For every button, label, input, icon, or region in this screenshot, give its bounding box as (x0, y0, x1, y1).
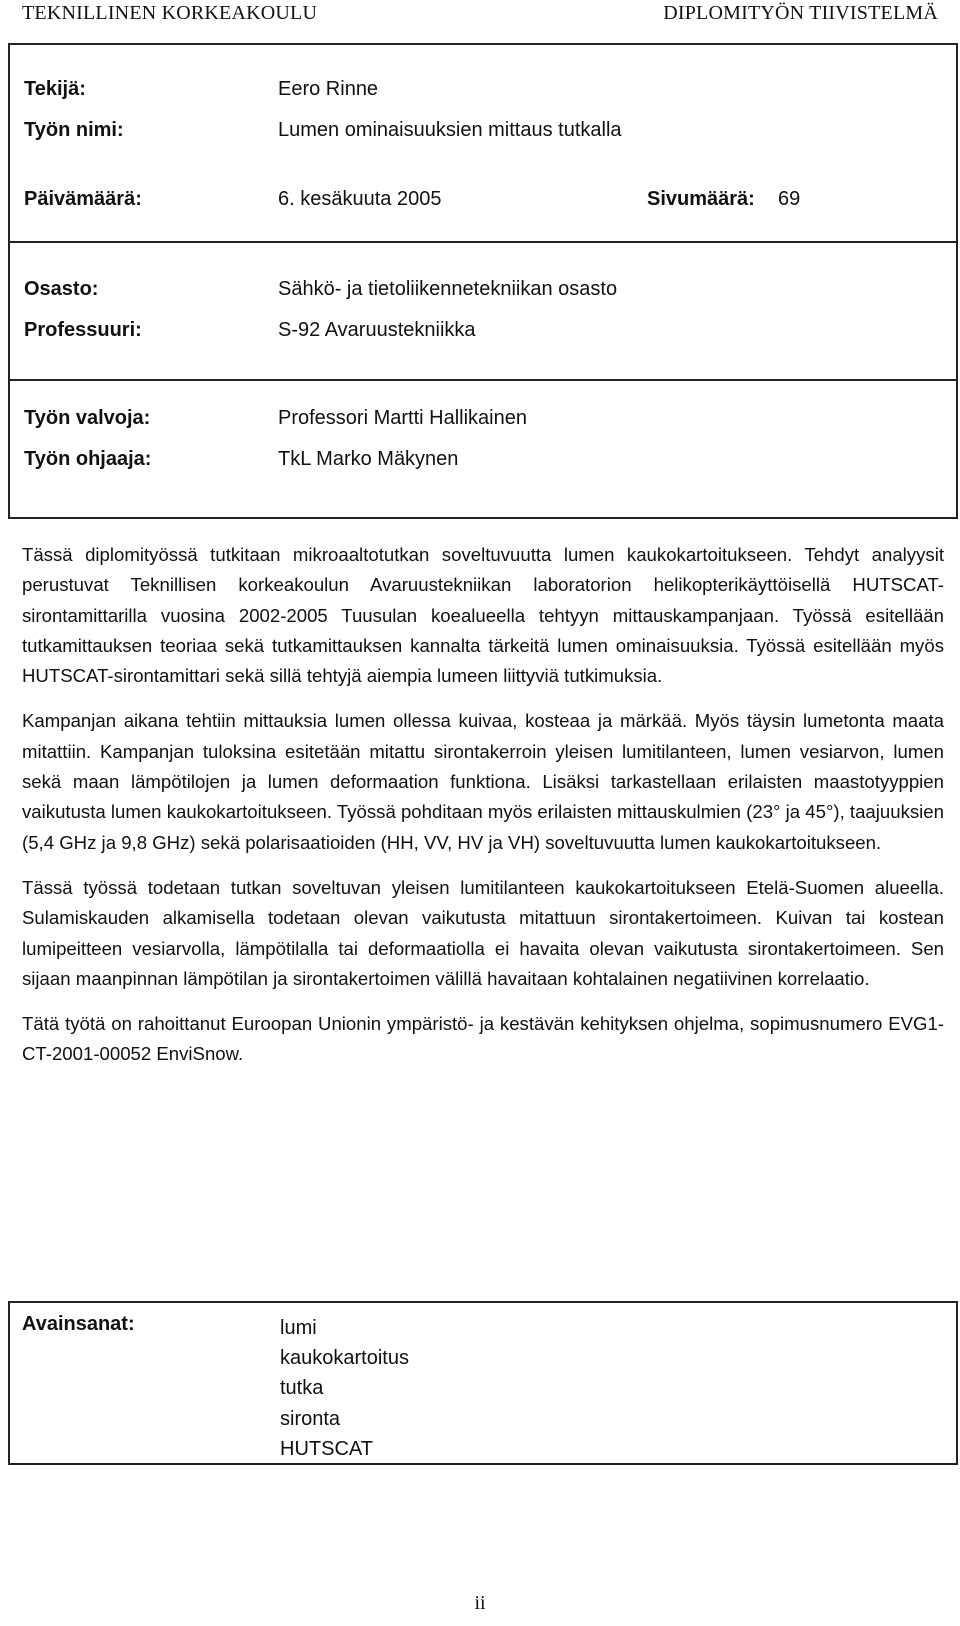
info-box-author (8, 43, 958, 241)
supervisor-value: Professori Martti Hallikainen (278, 407, 527, 429)
keywords-box (8, 1301, 958, 1465)
keywords-list (280, 1313, 409, 1464)
date-value: 6. kesäkuuta 2005 (278, 188, 442, 210)
abstract-paragraph-1: Tässä diplomityössä tutkitaan mikroaaltotutkan soveltuvuutta lumen kaukokartoitukseen. Tehdyt analyysit perustuvat Teknillisen korkeakoulun Avaruustekniikan laboratorion helikopterikäyttöisellä HUTSCAT-sirontamittarilla vuosina 2002-2005 Tuusulan koealueella tehtyyn mittauskampanjaan. Työssä esitellään tutkamittauksen teoriaa sekä tutkamittauksen kannalta tärkeitä lumen ominaisuuksia. Työssä esitellään myös HUTSCAT-sirontamittari sekä sillä tehtyjä aiempia lumeen liittyviä tutkimuksia. (22, 544, 944, 687)
document-type: DIPLOMITYÖN TIIVISTELMÄ (663, 2, 938, 24)
keyword-item: kaukokartoitus (280, 1347, 409, 1370)
abstract-paragraph-3: Tässä työssä todetaan tutkan soveltuvan yleisen lumitilanteen kaukokartoitukseen Etelä-Suomen alueella. Sulamiskauden alkamisella todetaan olevan vaikutusta mitattuun sirontakertoimeen. Kuivan tai kostean lumipeitteen vesiarvolla, lämpötilalla tai deformaatiolla ei havaita olevan vaikutusta sirontakertoimeen. Sen sijaan maanpinnan lämpötilan ja sirontakertoimen välillä havaitaan kohtalainen negatiivinen korrelaatio. (22, 876, 944, 989)
page-header (22, 2, 938, 28)
abstract-paragraph-2: Kampanjan aikana tehtiin mittauksia lumen ollessa kuivaa, kosteaa ja märkää. Myös täysin lumetonta maata mitattiin. Kampanjan tuloksina esitetään mitattu sirontakerroin yleisen lumitilanteen, lumen vesiarvon, lumen sekä maan lämpötilojen ja lumen deformaation funktiona. Lisäksi tarkastellaan erilaisten maastotyyppien vaikutusta lumen kaukokartoitukseen. Työssä pohditaan myös erilaisten mittauskulmien (23° ja 45°), taajuuksien (5,4 GHz ja 9,8 GHz) sekä polarisaatioiden (HH, VV, HV ja VH) soveltuvuutta lumen kaukokartoitukseen. (22, 710, 944, 853)
author-value: Eero Rinne (278, 78, 379, 100)
title-label: Työn nimi: (24, 119, 124, 141)
keyword-item: lumi (280, 1317, 317, 1339)
title-value: Lumen ominaisuuksien mittaus tutkalla (278, 119, 622, 141)
department-value: Sähkö- ja tietoliikennetekniikan osasto (278, 278, 618, 300)
university-name: TEKNILLINEN KORKEAKOULU (22, 2, 318, 24)
info-box-department (8, 241, 958, 379)
department-label: Osasto: (24, 278, 99, 300)
supervisor-label: Työn valvoja: (24, 407, 151, 429)
keyword-item: HUTSCAT (280, 1437, 373, 1460)
abstract-text (22, 540, 944, 1085)
info-box-supervision (8, 379, 958, 519)
date-label: Päivämäärä: (24, 188, 142, 210)
author-label: Tekijä: (24, 78, 86, 100)
keywords-label: Avainsanat: (22, 1313, 135, 1335)
page-number: ii (474, 1592, 486, 1614)
instructor-value: TkL Marko Mäkynen (278, 448, 459, 470)
pages-label: Sivumäärä: (647, 188, 755, 210)
professorship-label: Professuuri: (24, 319, 142, 341)
keyword-item: tutka (280, 1377, 324, 1400)
pages-value: 69 (778, 188, 801, 210)
abstract-paragraph-4: Tätä työtä on rahoittanut Euroopan Unionin ympäristö- ja kestävän kehityksen ohjelma, sopimusnumero EVG1-CT-2001-00052 EnviSnow. (22, 1013, 944, 1065)
instructor-label: Työn ohjaaja: (24, 448, 152, 470)
keyword-item: sironta (280, 1407, 341, 1430)
professorship-value: S-92 Avaruustekniikka (278, 319, 476, 341)
